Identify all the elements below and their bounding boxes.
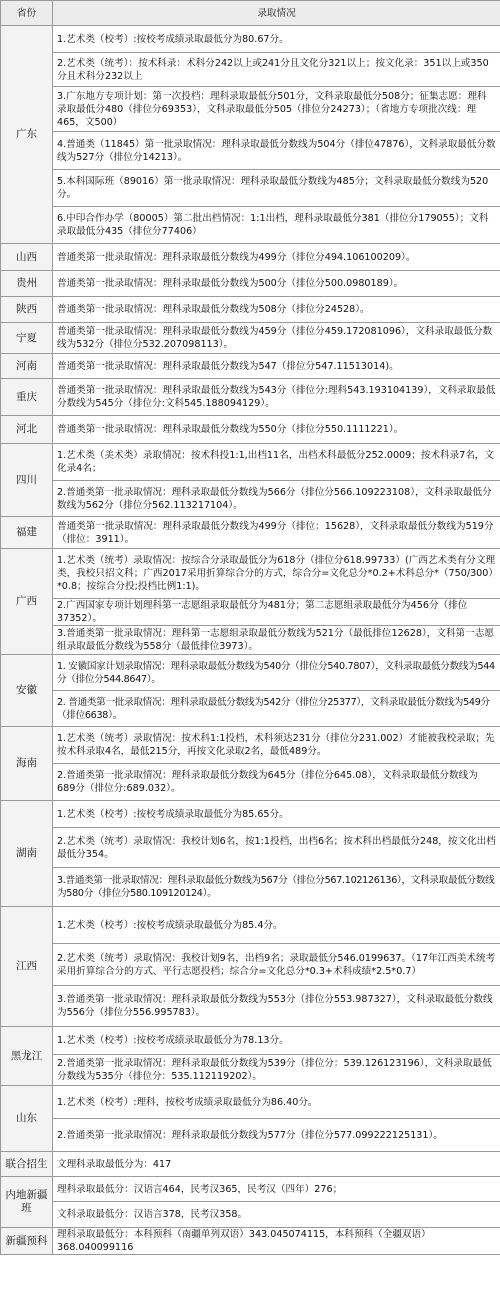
admission-detail-cell: 普通类第一批录取情况：理科录取最低分数线为550分（排位分550.1111221）。	[53, 416, 500, 444]
admission-detail-cell: 2.艺术类（统考）录取情况：我校计划6名，按1:1投档，出档6名；按术科出档最低分248，按文化出档最低分354。	[53, 828, 500, 868]
table-row	[1, 271, 500, 297]
header-admission: 录取情况	[53, 1, 500, 26]
table-row	[1, 354, 500, 379]
province-cell: 广西	[1, 549, 53, 655]
admission-detail-cell: 2. 普通类第一批录取情况：理科录取最低分数线为542分（排位分25377），文科录取最低分数线为549分（排位6638）。	[53, 691, 500, 727]
province-cell: 宁夏	[1, 323, 53, 354]
table-row	[1, 655, 500, 691]
table-row	[1, 379, 500, 416]
province-cell: 福建	[1, 517, 53, 549]
admission-detail-cell: 1.艺术类（统考）录取情况：按术科1:1投档，术科须达231分（排位分231.002）才能被我校录取；先按术科录取4名，最低215分，再按文化录取2名，最低489分。	[53, 727, 500, 764]
province-cell: 联合招生	[1, 1152, 53, 1177]
admission-detail-cell: 2.艺术类（统考）录取情况：我校计划9名，出档9名；录取最低分546.0199637。（17年江西美术统考采用折算综合分的方式、平行志愿投档；综合分=文化总分*0.3+术科成绩*2.5*0.7）	[53, 944, 500, 986]
table-row	[1, 53, 500, 87]
table-row	[1, 801, 500, 828]
province-cell: 陕西	[1, 297, 53, 323]
admission-detail-cell: 普通类第一批录取情况：理科录取最低分数线为508分（排位分24528）。	[53, 297, 500, 323]
table-row	[1, 1055, 500, 1086]
header-province: 省份	[1, 1, 53, 26]
table-row	[1, 87, 500, 132]
province-cell: 河南	[1, 354, 53, 379]
admission-detail-cell: 4.普通类（11845）第一批录取情况：理科录取最低分数线为504分（排位47876），文科录取最低分数线为527分（排位分14213）。	[53, 132, 500, 170]
admission-detail-cell: 2.普通类第一批录取情况：理科录取最低分数线为539分（排位分：539.126123196），文科录取最低分数线为535分（排位分：535.112119202）。	[53, 1055, 500, 1086]
admission-detail-cell: 文科录取最低分：汉语言378，民考汉358。	[53, 1202, 500, 1228]
table-row	[1, 416, 500, 444]
table-row	[1, 599, 500, 626]
admission-detail-cell: 1.艺术类（美术类）录取情况：按术科投1:1,出档11名，出档术科最低分252.0009；按术科录7名，文化录4名；	[53, 444, 500, 481]
table-row	[1, 907, 500, 944]
province-cell: 广东	[1, 26, 53, 244]
admission-detail-cell: 普通类第一批录取情况：理科录取最低分数线为543分（排位分:理科543.193104139），文科录取最低分数线为545分（排位分:文科545.188094129）。	[53, 379, 500, 416]
table-row	[1, 26, 500, 53]
table-row	[1, 626, 500, 655]
table-row	[1, 986, 500, 1027]
table-row	[1, 691, 500, 727]
admission-detail-cell: 1.艺术类（校考）:按校考成绩录取最低分为80.67分。	[53, 26, 500, 53]
province-cell: 江西	[1, 907, 53, 1027]
admission-detail-cell: 普通类第一批录取情况：理科录取最低分数线为499分（排位：15628），文科录取最低分数线为519分（排位：3911）。	[53, 517, 500, 549]
admission-detail-cell: 理科录取最低分：汉语言464，民考汉365，民考汉（四年）276；	[53, 1177, 500, 1202]
table-row	[1, 481, 500, 517]
table-row	[1, 297, 500, 323]
province-cell: 安徽	[1, 655, 53, 727]
province-cell: 重庆	[1, 379, 53, 416]
table-row	[1, 764, 500, 801]
table-row	[1, 1027, 500, 1055]
table-row	[1, 244, 500, 271]
table-row	[1, 1228, 500, 1255]
admission-detail-cell: 3.普通类第一批录取情况：理科第一志愿组录取最低分数线为521分（最低排位12628），文科第一志愿组录取最低分数线为558分（最低排位3973）。	[53, 626, 500, 655]
table-row	[1, 132, 500, 170]
table-row	[1, 1202, 500, 1228]
admission-detail-cell: 2.广西国家专项计划理科第一志愿组录取最低分为481分；第二志愿组录取最低分为456分（排位37352）。	[53, 599, 500, 626]
admission-detail-cell: 1.艺术类（校考）:按校考成绩录取最低分为78.13分。	[53, 1027, 500, 1055]
table-row	[1, 1177, 500, 1202]
admission-detail-cell: 2.普通类第一批录取情况：理科录取最低分数线为645分（排位分645.08），文科录取最低分数线为689分（排位分:689.032）。	[53, 764, 500, 801]
table-row	[1, 170, 500, 207]
table-row	[1, 517, 500, 549]
admission-detail-cell: 普通类第一批录取情况：理科录取最低分数线为459分（排位分459.172081096），文科录取最低分数线为532分（排位分532.207098113）。	[53, 323, 500, 354]
admission-detail-cell: 普通类第一批录取情况：理科录取最低分数线为500分（排位分500.0980189）。	[53, 271, 500, 297]
table-row	[1, 207, 500, 244]
admission-detail-cell: 普通类第一批录取情况：理科录取最低分数线为547（排位分547.11513014)。	[53, 354, 500, 379]
table-row	[1, 1086, 500, 1119]
admission-detail-cell: 2.艺术类（统考）：按术科录：术科分242以上或241分且文化分321以上；按文化录：351以上或350分且术科分232以上	[53, 53, 500, 87]
admission-detail-cell: 1.艺术类（校考）:按校考成绩录取最低分为85.4分。	[53, 907, 500, 944]
province-cell: 海南	[1, 727, 53, 801]
table-row	[1, 828, 500, 868]
table-row	[1, 323, 500, 354]
admission-detail-cell: 1.艺术类（统考）录取情况：按综合分录取最低分为618分（排位分618.99733）(广西艺术类有分文理类，我校只招文科；广西2017采用折算综合分的方式，综合分=文化总分*0.2+术科总分*（750/300）*0.8；按综合分投;投档比例1:1)。	[53, 549, 500, 599]
province-cell: 新疆预科	[1, 1228, 53, 1255]
province-cell: 黑龙江	[1, 1027, 53, 1086]
header-row	[1, 1, 500, 26]
admission-detail-cell: 文理科录取最低分为：417	[53, 1152, 500, 1177]
admission-detail-cell: 1.艺术类（校考）:按校考成绩录取最低分为85.65分。	[53, 801, 500, 828]
admission-detail-cell: 2.普通类第一批录取情况：理科录取最低分数线为577分（排位分577.099222125131）。	[53, 1119, 500, 1152]
admission-detail-cell: 2.普通类第一批录取情况：理科录取最低分数线为566分（排位分566.109223108），文科录取最低分数线为562分（排位分562.113217104）。	[53, 481, 500, 517]
admission-detail-cell: 普通类第一批录取情况：理科录取最低分数线为499分（排位分494.106100209）。	[53, 244, 500, 271]
admission-detail-cell: 1.艺术类（校考）:理科，按校考成绩录取最低分为86.40分。	[53, 1086, 500, 1119]
province-cell: 四川	[1, 444, 53, 517]
table-row	[1, 1119, 500, 1152]
province-cell: 内地新疆班	[1, 1177, 53, 1228]
table-body	[1, 26, 500, 1255]
admission-detail-cell: 理科录取最低分：本科预科（南疆单列双语）343.045074115，本科预科（全疆双语）368.040099116	[53, 1228, 500, 1255]
province-cell: 湖南	[1, 801, 53, 907]
province-cell: 河北	[1, 416, 53, 444]
admission-detail-cell: 6.中印合作办学（80005）第二批出档情况：1:1出档，理科录取最低分381（排位分179055）；文科录取最低分435（排位分77406）	[53, 207, 500, 244]
province-cell: 贵州	[1, 271, 53, 297]
table-row	[1, 549, 500, 599]
province-cell: 山东	[1, 1086, 53, 1152]
admission-detail-cell: 3.普通类第一批录取情况：理科录取最低分数线为567分（排位分567.102126136），文科录取最低分数线为580分（排位分580.109120124）。	[53, 868, 500, 907]
admission-detail-cell: 1. 安徽国家计划录取情况：理科录取最低分数线为540分（排位分540.7807），文科录取最低分数线为544分（排位分544.8647）。	[53, 655, 500, 691]
admission-detail-cell: 5.本科国际班（89016）第一批录取情况：理科录取最低分数线为485分；文科录取最低分数线为520分。	[53, 170, 500, 207]
province-cell: 山西	[1, 244, 53, 271]
admission-detail-cell: 3.普通类第一批录取情况：理科录取最低分数线为553分（排位分553.987327），文科录取最低分数线为556分（排位分556.995783）。	[53, 986, 500, 1027]
table-row	[1, 444, 500, 481]
table-row	[1, 944, 500, 986]
table-row	[1, 727, 500, 764]
table-row	[1, 1152, 500, 1177]
table-row	[1, 868, 500, 907]
admission-detail-cell: 3.广东地方专项计划：第一次投档：理科录取最低分501分，文科录取最低分508分；征集志愿：理科录取最低分480（排位分69353），文科录取最低分505（排位分24273）；（省地方专项批次线：理465，文500）	[53, 87, 500, 132]
